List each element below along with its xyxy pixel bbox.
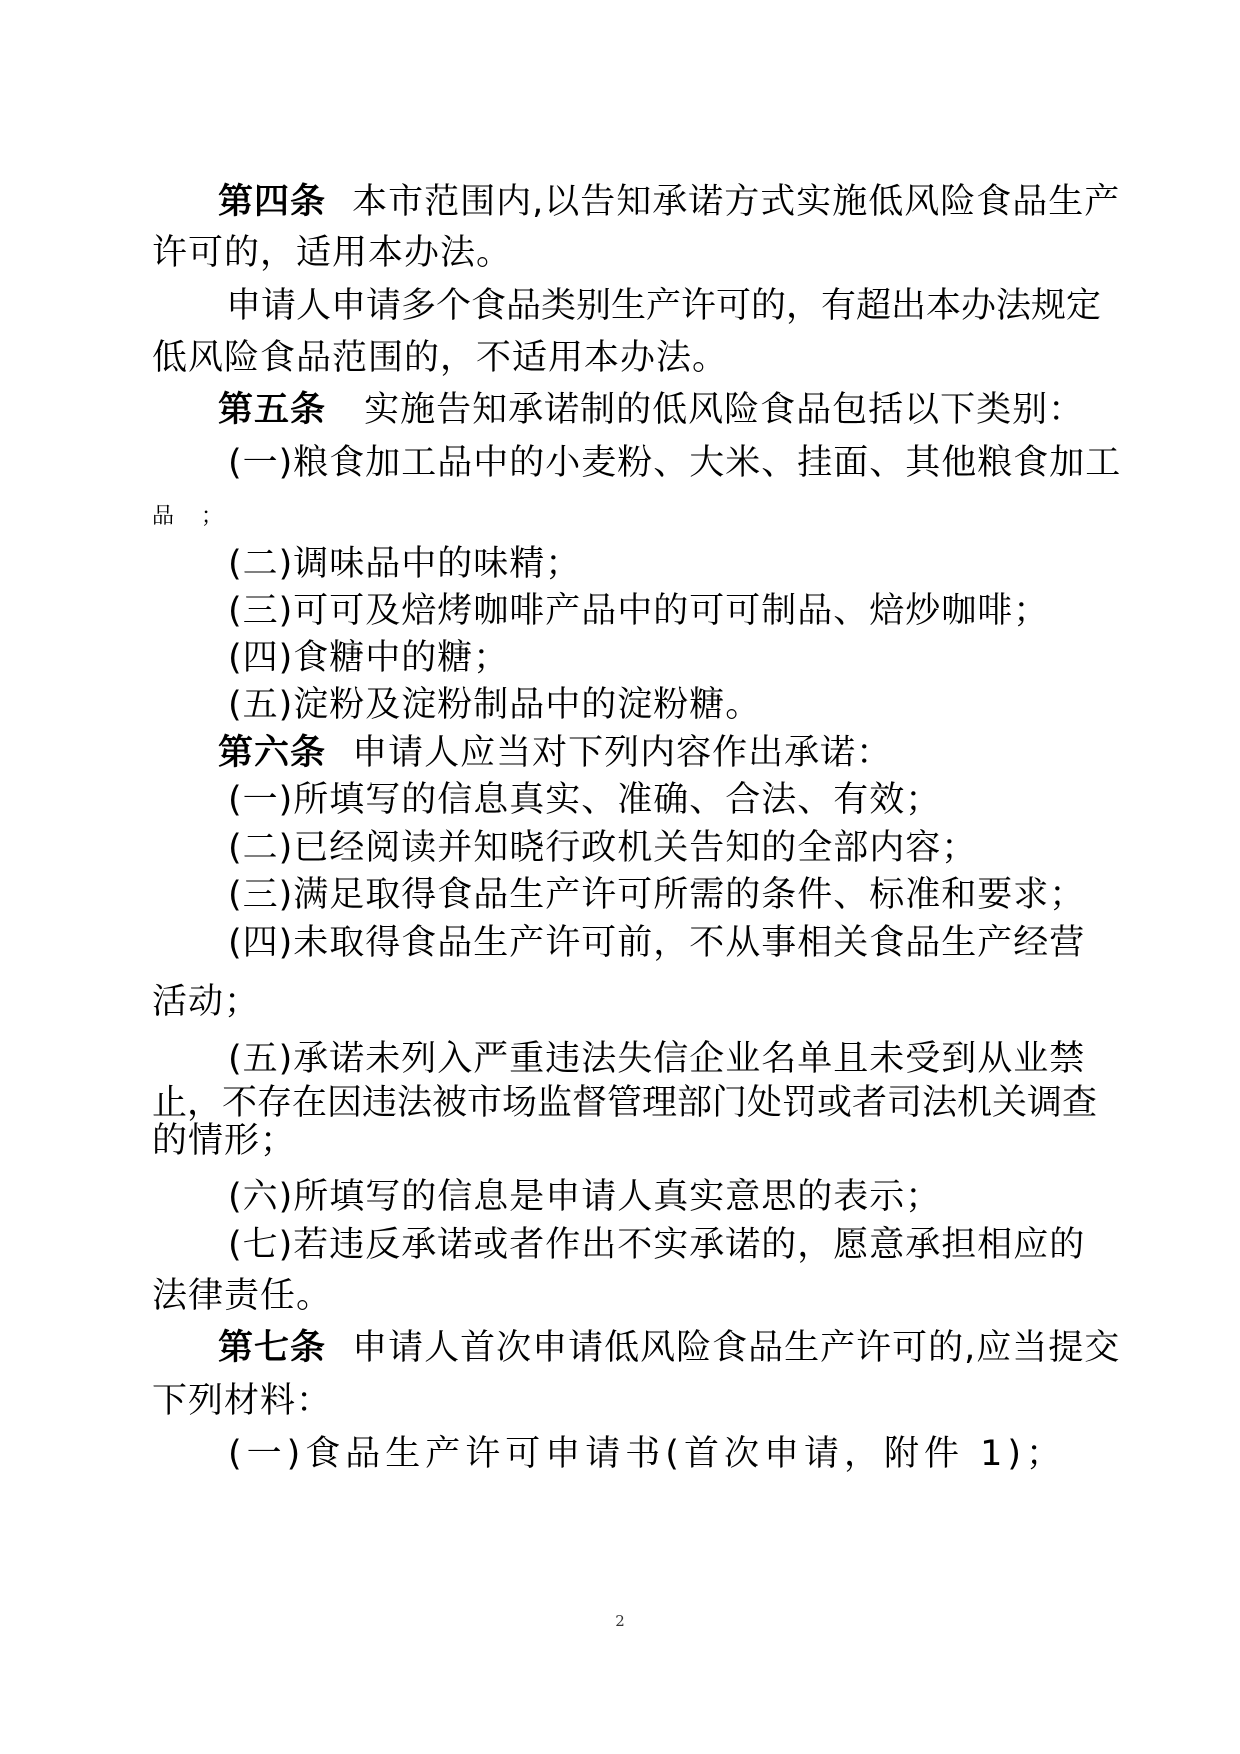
article-6-item-5: (五)承诺未列入严重违法失信企业名单且未受到从业禁 xyxy=(228,1039,1086,1079)
article-4-heading: 第四条 xyxy=(218,182,327,222)
article-6-item-7-cont: 法律责任。 xyxy=(152,1276,333,1316)
article-5-item-1: (一)粮食加工品中的小麦粉、大米、挂面、其他粮食加工 xyxy=(228,443,1122,483)
article-6-item-5-end: 的情形； xyxy=(152,1121,297,1161)
article-5-item-2: (二)调味品中的味精； xyxy=(228,544,582,584)
article-5-heading: 第五条 xyxy=(218,390,327,430)
article-4-para-2-line-1: 申请人申请多个食品类别生产许可的，有超出本办法规定 xyxy=(226,286,1102,326)
article-6-intro: 申请人应当对下列内容作出承诺： xyxy=(352,733,893,773)
article-6-item-6: (六)所填写的信息是申请人真实意思的表示； xyxy=(228,1177,942,1217)
article-5-item-4: (四)食糖中的糖； xyxy=(228,638,510,678)
article-4-line-1 xyxy=(0,180,1240,224)
page-number: 2 xyxy=(615,1612,625,1630)
article-7-intro: 申请人首次申请低风险食品生产许可的,应当提交 xyxy=(352,1328,1121,1368)
article-5-item-1-cont: 品 ； xyxy=(152,504,233,529)
article-6-heading: 第六条 xyxy=(218,733,327,773)
article-7-heading: 第七条 xyxy=(218,1328,327,1368)
article-6-item-2: (二)已经阅读并知晓行政机关告知的全部内容； xyxy=(228,828,978,868)
article-7-line-1 xyxy=(0,1326,1240,1370)
article-6-line-1 xyxy=(0,731,1240,775)
article-6-item-5-cont: 止，不存在因违法被市场监督管理部门处罚或者司法机关调查 xyxy=(152,1083,1098,1123)
article-6-item-7: (七)若违反承诺或者作出不实承诺的，愿意承担相应的 xyxy=(228,1225,1086,1265)
article-5-item-5: (五)淀粉及淀粉制品中的淀粉糖。 xyxy=(228,685,762,725)
article-7-item-1: (一)食品生产许可申请书(首次申请，附件 1)； xyxy=(228,1434,1067,1474)
article-6-item-1: (一)所填写的信息真实、准确、合法、有效； xyxy=(228,780,942,820)
article-4-text: 本市范围内,以告知承诺方式实施低风险食品生产 xyxy=(352,182,1121,222)
article-6-item-3: (三)满足取得食品生产许可所需的条件、标准和要求； xyxy=(228,875,1086,915)
article-4-line-2: 许可的，适用本办法。 xyxy=(152,233,513,273)
article-5-line-1 xyxy=(0,388,1240,432)
article-4-para-2-line-2: 低风险食品范围的，不适用本办法。 xyxy=(152,338,729,378)
article-6-item-4-cont: 活动； xyxy=(152,982,261,1022)
article-6-item-4: (四)未取得食品生产许可前，不从事相关食品生产经营 xyxy=(228,923,1086,963)
article-5-item-3: (三)可可及焙烤咖啡产品中的可可制品、焙炒咖啡； xyxy=(228,591,1050,631)
article-7-line-2: 下列材料： xyxy=(152,1381,333,1421)
article-5-intro: 实施告知承诺制的低风险食品包括以下类别： xyxy=(364,390,1085,430)
